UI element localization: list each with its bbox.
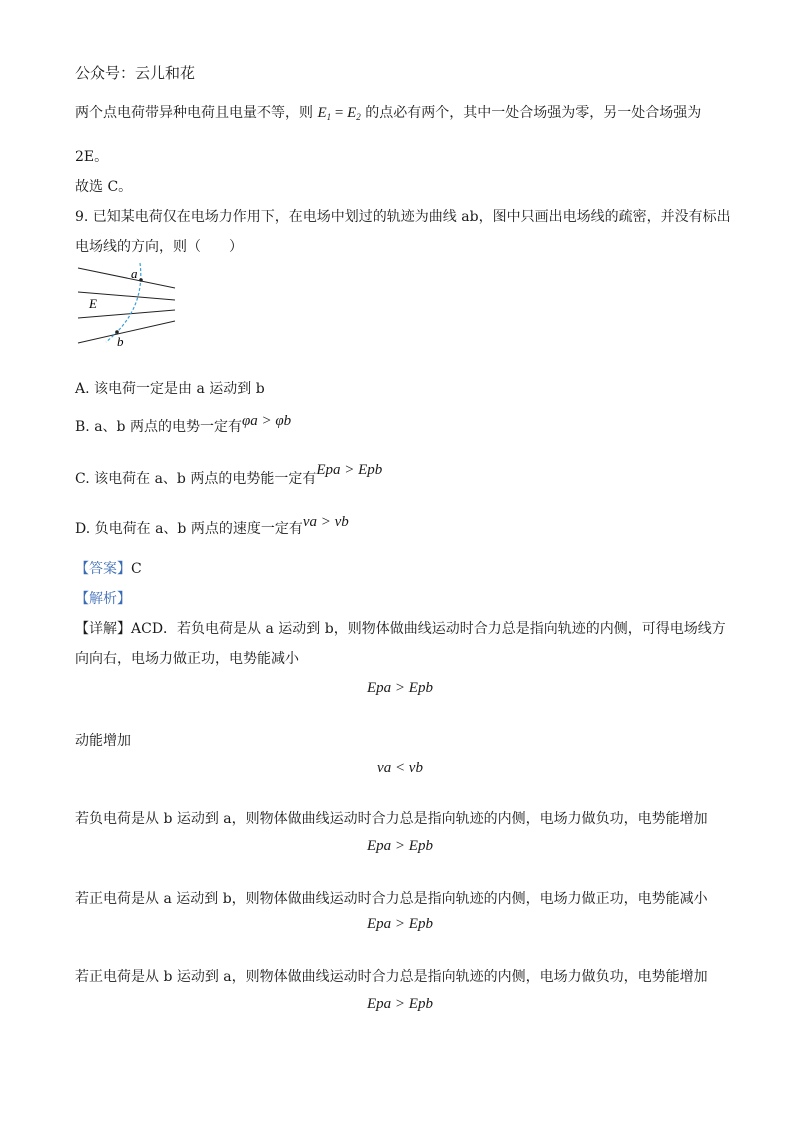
option-B — [75, 413, 292, 436]
detail-eq-4: Epa > Epb — [367, 916, 433, 932]
option-D-math: va > vb — [302, 514, 349, 530]
option-C-math: Epa > Epb — [316, 462, 383, 478]
option-B-math: φa > φb — [241, 413, 292, 429]
detail-eq-3: Epa > Epb — [367, 838, 433, 854]
answer-value: C — [131, 561, 142, 577]
detail-p3: 若负电荷是从 b 运动到 a，则物体做曲线运动时合力总是指向轨迹的内侧，电场力做负功，电势能增加 — [75, 811, 708, 827]
question-line-1: 9. 已知某电荷仅在电场力作用下，在电场中划过的轨迹为曲线 ab，图中只画出电场线的疏密，并没有标出 — [75, 209, 731, 225]
detail-p5: 若正电荷是从 b 运动到 a，则物体做曲线运动时合力总是指向轨迹的内侧，电场力做负功，电势能增加 — [75, 969, 708, 985]
prev-line-1 — [75, 102, 701, 122]
detail-p1-line2: 向向右，电场力做正功，电势能减小 — [75, 651, 299, 667]
detail-eq-5: Epa > Epb — [367, 996, 433, 1012]
field-line-3 — [78, 310, 175, 318]
detail-p1-line1: 【详解】ACD．若负电荷是从 a 运动到 b，则物体做曲线运动时合力总是指向轨迹的内侧，可得电场线方 — [75, 621, 726, 637]
prev-conclusion: 故选 C。 — [75, 179, 133, 195]
option-B-text: B. a、b 两点的电势一定有 — [75, 419, 242, 435]
answer-label: 【答案】 — [75, 561, 131, 577]
answer-line — [75, 558, 142, 578]
detail-p2: 动能增加 — [75, 733, 131, 749]
option-D-text: D. 负电荷在 a、b 两点的速度一定有 — [75, 521, 303, 537]
option-C-text: C. 该电荷在 a、b 两点的电势能一定有 — [75, 471, 317, 487]
eq-E1: $E_1$ — [317, 105, 332, 122]
field-line-4 — [78, 321, 175, 343]
label-E: E — [89, 296, 97, 311]
field-line-figure — [70, 258, 190, 350]
page-header: 公众号：云儿和花 — [75, 64, 196, 82]
analysis-label: 【解析】 — [75, 591, 131, 607]
eq-equals: = — [331, 105, 348, 121]
eq-E2: $E_2$ — [347, 105, 361, 122]
option-C — [75, 462, 383, 488]
label-b: b — [117, 334, 124, 349]
option-D — [75, 514, 349, 538]
label-a: a — [131, 266, 138, 281]
detail-eq-2: va < vb — [377, 760, 423, 776]
question-line-2: 电场线的方向，则（ ） — [75, 239, 243, 255]
prev-line-1-post: 的点必有两个，其中一处合场强为零，另一处合场强为 — [365, 105, 702, 121]
detail-eq-1: Epa > Epb — [367, 680, 433, 696]
point-a — [139, 278, 143, 282]
field-line-1 — [78, 268, 175, 288]
prev-line-1-pre: 两个点电荷带异种电荷且电量不等，则 — [75, 105, 313, 121]
prev-line-2: 2E。 — [75, 149, 109, 165]
option-A: A. 该电荷一定是由 a 运动到 b — [75, 381, 265, 397]
detail-p4: 若正电荷是从 a 运动到 b，则物体做曲线运动时合力总是指向轨迹的内侧，电场力做正功，电势能减小 — [75, 891, 708, 907]
